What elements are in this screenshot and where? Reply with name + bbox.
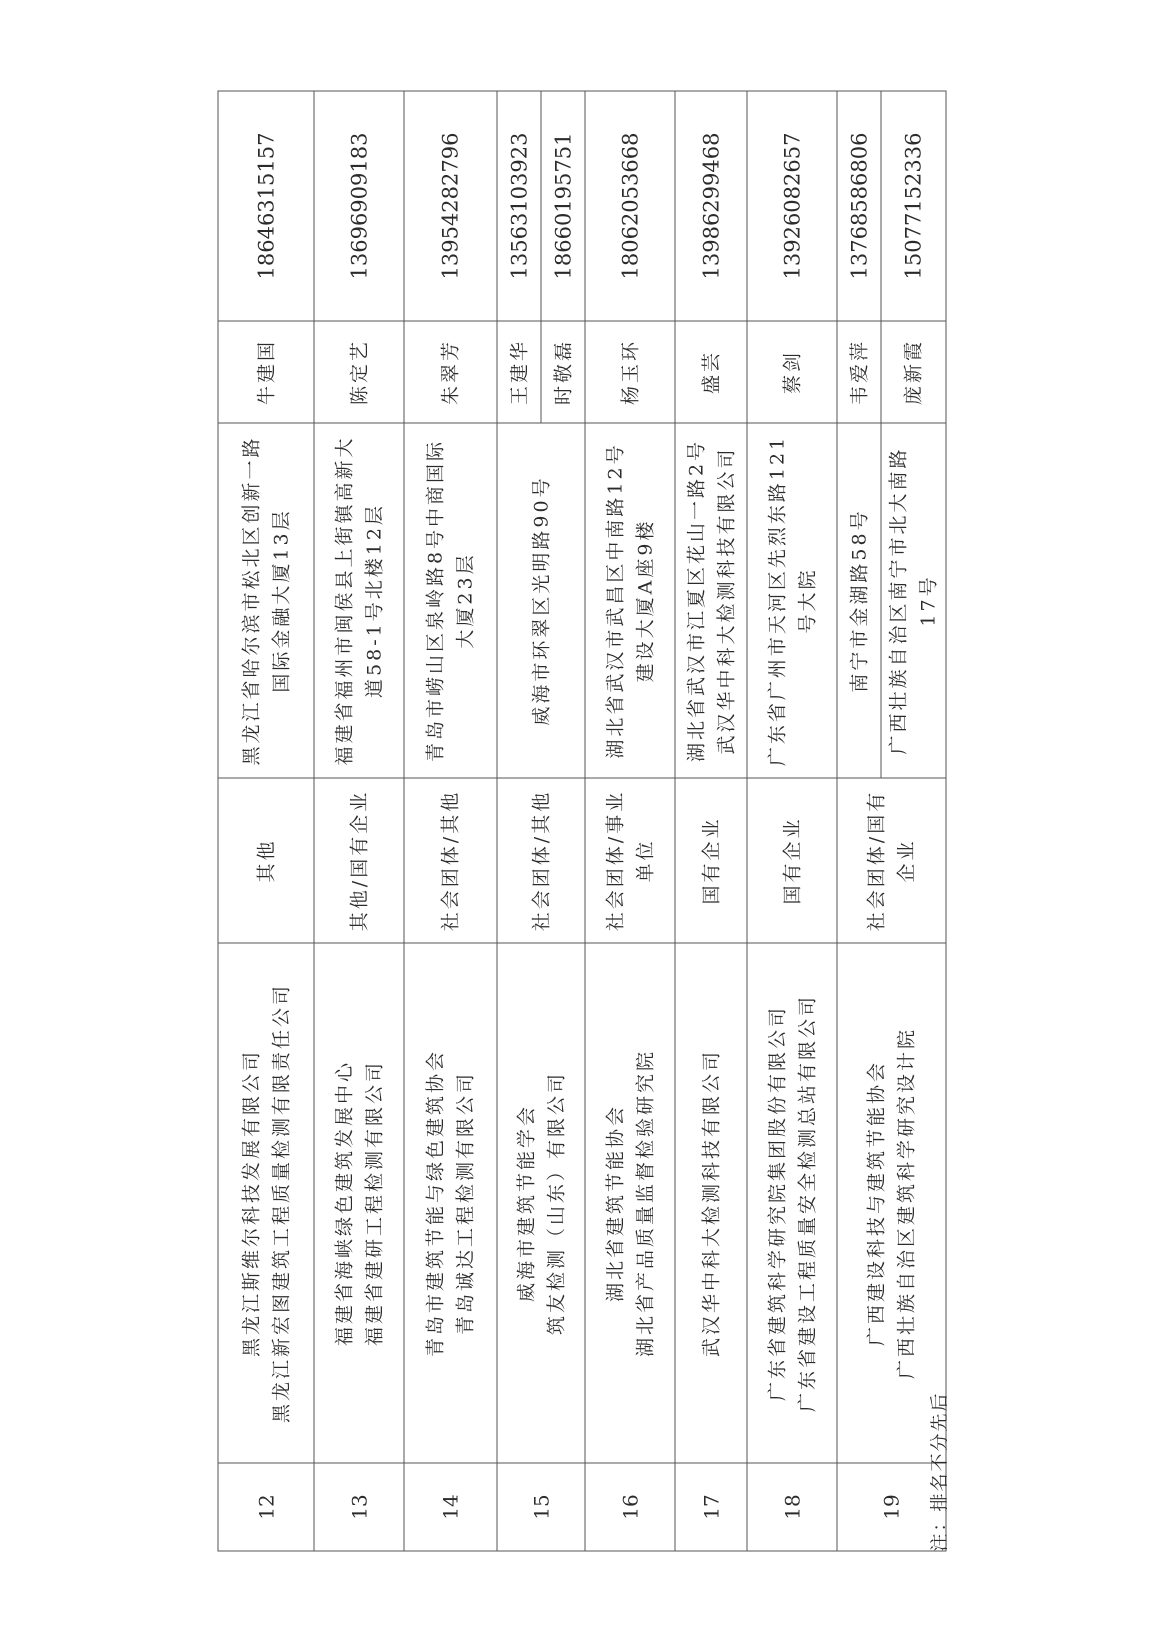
org-names <box>675 943 747 1463</box>
org-name: 湖北省产品质量监督检验研究院 <box>634 1049 656 1358</box>
table-row <box>218 91 314 1551</box>
org-name: 福建省建研工程检测有限公司 <box>363 1060 385 1347</box>
row-number: 18 <box>747 1463 837 1551</box>
org-type: 国有企业 <box>675 778 747 943</box>
org-name: 黑龙江新宏图建筑工程质量检测有限责任公司 <box>270 983 292 1424</box>
table-row <box>585 91 675 1551</box>
org-names <box>218 943 314 1463</box>
org-name: 广西壮族自治区建筑科学研究设计院 <box>895 1027 918 1380</box>
rotated-content <box>218 92 953 1552</box>
org-names <box>404 943 497 1463</box>
org-name: 威海市建筑节能学会 <box>515 1104 537 1303</box>
address: 广东省广州市天河区先烈东路121号大院 <box>747 423 837 778</box>
org-names <box>314 943 404 1463</box>
address: 广西壮族自治区南宁市北大南路17号 <box>881 423 946 778</box>
table-row <box>837 91 881 1551</box>
org-name: 广西建设科技与建筑节能协会 <box>865 1060 888 1347</box>
org-name: 湖北省建筑节能协会 <box>604 1104 626 1303</box>
organization-table <box>218 91 947 1552</box>
address: 威海市环翠区光明路90号 <box>497 423 585 778</box>
table-row <box>675 91 747 1551</box>
row-number: 19 <box>837 1463 946 1551</box>
table-row <box>747 91 837 1551</box>
address: 黑龙江省哈尔滨市松北区创新一路国际金融大厦13层 <box>218 423 314 778</box>
contact-name: 盛芸 <box>675 321 747 423</box>
address: 湖北省武汉市武昌区中南路12号建设大厦A座9楼 <box>585 423 675 778</box>
org-name: 福建省海峡绿色建筑发展中心 <box>333 1060 355 1347</box>
org-type: 国有企业 <box>747 778 837 943</box>
contact-name: 韦爱萍 <box>837 321 881 423</box>
phone-number: 13986299468 <box>675 91 747 321</box>
org-name: 广东省建筑科学研究院集团股份有限公司 <box>766 1005 788 1402</box>
address: 青岛市崂山区泉岭路8号中商国际大厦23层 <box>404 423 497 778</box>
contact-name: 蔡剑 <box>747 321 837 423</box>
org-type: 社会团体/国有企业 <box>837 778 946 943</box>
org-names <box>837 943 946 1463</box>
phone-number: 13954282796 <box>404 91 497 321</box>
org-type: 社会团体/其他 <box>404 778 497 943</box>
org-name: 青岛诚达工程检测有限公司 <box>454 1071 477 1336</box>
org-name: 青岛市建筑节能与绿色建筑协会 <box>424 1049 447 1358</box>
org-name: 广东省建设工程质量安全检测总站有限公司 <box>796 994 818 1413</box>
org-name: 黑龙江斯维尔科技发展有限公司 <box>240 1049 262 1358</box>
row-number: 14 <box>404 1463 497 1551</box>
contact-name: 杨玉环 <box>585 321 675 423</box>
org-names <box>497 943 585 1463</box>
row-number: 15 <box>497 1463 585 1551</box>
address: 湖北省武汉市江夏区花山一路2号武汉华中科大检测科技有限公司 <box>675 423 747 778</box>
contact-name: 牛建国 <box>218 321 314 423</box>
org-type: 社会团体/其他 <box>497 778 585 943</box>
org-type: 其他 <box>218 778 314 943</box>
org-type: 社会团体/事业单位 <box>585 778 675 943</box>
phone-number: 13768586806 <box>837 91 881 321</box>
table-row <box>404 91 497 1551</box>
phone-number: 15077152336 <box>881 91 946 321</box>
phone-number: 18062053668 <box>585 91 675 321</box>
row-number: 13 <box>314 1463 404 1551</box>
address: 南宁市金湖路58号 <box>837 423 881 778</box>
phone-number: 18646315157 <box>218 91 314 321</box>
address: 福建省福州市闽侯县上街镇高新大道58-1号北楼12层 <box>314 423 404 778</box>
row-number: 17 <box>675 1463 747 1551</box>
footnote: 注：排名不分先后 <box>929 1391 951 1552</box>
org-name: 筑友检测（山东）有限公司 <box>545 1071 567 1336</box>
phone-number: 13563103923 <box>497 91 541 321</box>
phone-number: 13696909183 <box>314 91 404 321</box>
row-number: 16 <box>585 1463 675 1551</box>
phone-number: 18660195751 <box>541 91 585 321</box>
contact-name: 时敬磊 <box>541 321 585 423</box>
table-row <box>314 91 404 1551</box>
row-number: 12 <box>218 1463 314 1551</box>
phone-number: 13926082657 <box>747 91 837 321</box>
org-type: 其他/国有企业 <box>314 778 404 943</box>
contact-name: 陈定艺 <box>314 321 404 423</box>
contact-name: 朱翠芳 <box>404 321 497 423</box>
org-names <box>747 943 837 1463</box>
contact-name: 王建华 <box>497 321 541 423</box>
org-name: 武汉华中科大检测科技有限公司 <box>700 1049 722 1358</box>
contact-name: 庞新霞 <box>881 321 946 423</box>
table-row <box>497 91 541 1551</box>
org-names <box>585 943 675 1463</box>
